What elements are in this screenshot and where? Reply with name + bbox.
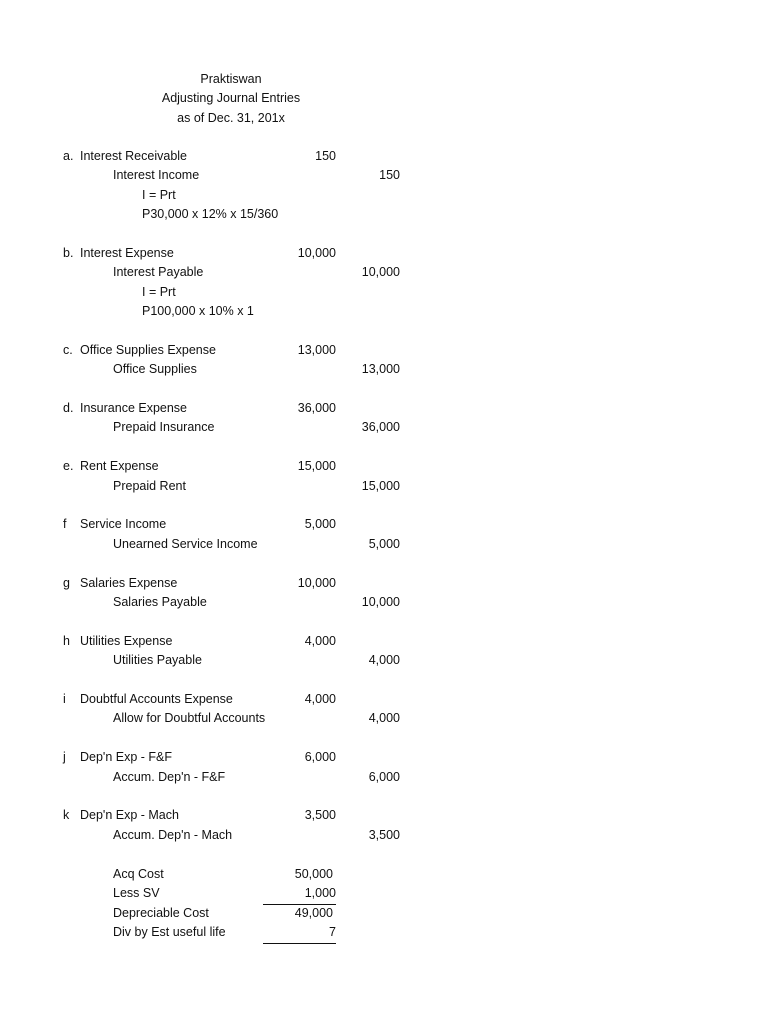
entry-letter: j [63,750,66,765]
computation-note-row [0,205,768,224]
debit-amount: 4,000 [304,633,336,648]
journal-entries [0,147,768,864]
computation-note: I = Prt [142,284,176,299]
journal-entry [0,244,768,322]
credit-account: Utilities Payable [113,653,202,668]
document-title: Adjusting Journal Entries [161,91,301,106]
debit-row [0,515,768,534]
journal-entry [0,147,768,225]
debit-account: Dep'n Exp - F&F [80,750,172,765]
debit-amount: 3,500 [304,808,336,823]
entry-letter: g [63,575,70,590]
debit-row [0,147,768,166]
debit-amount: 15,000 [297,459,336,474]
credit-amount: 5,000 [368,536,400,551]
entry-letter: h [63,633,70,648]
debit-row [0,244,768,263]
entry-letter: b. [63,245,74,260]
debit-account: Insurance Expense [80,401,188,416]
debit-amount: 36,000 [297,401,336,416]
debit-amount: 13,000 [297,342,336,357]
credit-row [0,593,768,612]
calc-row [0,923,768,942]
calc-value: 1,000 [263,884,336,904]
credit-amount: 10,000 [361,594,400,609]
calc-label: Acq Cost [113,867,164,881]
debit-account: Doubtful Accounts Expense [80,691,233,706]
company-name: Praktiswan [200,72,262,86]
calc-value: 49,000 [294,905,333,920]
journal-entry [0,457,768,496]
calc-value: 50,000 [294,867,333,881]
credit-row [0,826,768,845]
credit-account: Unearned Service Income [113,536,258,551]
journal-entry [0,748,768,787]
debit-amount: 150 [315,149,336,163]
document-header [0,70,462,128]
calc-label: Depreciable Cost [113,905,209,920]
credit-amount: 6,000 [368,769,400,784]
journal-entry [0,806,768,845]
entry-letter: e. [63,459,74,474]
entry-letter: i [63,691,66,706]
credit-amount: 3,500 [368,827,400,842]
entry-letter: d. [63,401,74,416]
debit-account: Utilities Expense [80,633,173,648]
entry-letter: a. [63,149,74,163]
entry-letter: f [63,517,67,532]
calc-row [0,865,768,884]
computation-note: I = Prt [142,187,176,202]
calc-value: 7 [263,923,336,943]
journal-entry [0,399,768,438]
journal-entry [0,341,768,380]
journal-entry [0,574,768,613]
journal-entry [0,632,768,671]
debit-amount: 5,000 [304,517,336,532]
debit-account: Rent Expense [80,459,159,474]
credit-row [0,709,768,728]
debit-row [0,399,768,418]
computation-note: P100,000 x 10% x 1 [142,304,254,319]
credit-amount: 15,000 [361,478,400,493]
credit-amount: 36,000 [361,420,400,435]
document-date: as of Dec. 31, 201x [177,110,285,125]
credit-account: Accum. Dep'n - Mach [113,827,233,842]
journal-entry [0,690,768,729]
credit-account: Accum. Dep'n - F&F [113,769,226,784]
credit-amount: 150 [379,168,400,183]
credit-amount: 4,000 [368,653,400,668]
depreciation-computation [0,865,768,943]
credit-account: Salaries Payable [113,594,207,609]
debit-amount: 10,000 [297,245,336,260]
journal-entry [0,515,768,554]
debit-row [0,748,768,767]
credit-account: Prepaid Insurance [113,420,215,435]
entry-letter: k [63,808,70,823]
credit-row [0,166,768,185]
computation-note-row [0,186,768,205]
calc-label: Div by Est useful life [113,925,226,940]
entry-letter: c. [63,342,73,357]
debit-row [0,806,768,825]
credit-account: Allow for Doubtful Accounts [113,711,266,726]
credit-row [0,651,768,670]
debit-amount: 4,000 [304,691,336,706]
debit-account: Service Income [80,517,167,532]
credit-amount: 4,000 [368,711,400,726]
debit-row [0,341,768,360]
computation-note: P30,000 x 12% x 15/360 [142,207,279,222]
credit-row [0,477,768,496]
credit-row [0,263,768,282]
debit-account: Interest Receivable [80,149,188,163]
debit-account: Salaries Expense [80,575,178,590]
credit-row [0,418,768,437]
debit-row [0,690,768,709]
calc-row [0,904,768,923]
debit-row [0,632,768,651]
credit-account: Prepaid Rent [113,478,186,493]
debit-amount: 10,000 [297,575,336,590]
credit-amount: 10,000 [361,265,400,280]
credit-row [0,768,768,787]
debit-account: Interest Expense [80,245,174,260]
credit-row [0,535,768,554]
credit-row [0,360,768,379]
credit-account: Interest Income [113,168,200,183]
credit-account: Interest Payable [113,265,204,280]
credit-amount: 13,000 [361,362,400,377]
computation-note-row [0,283,768,302]
computation-note-row [0,302,768,321]
debit-row [0,574,768,593]
calc-row [0,884,768,903]
debit-account: Office Supplies Expense [80,342,216,357]
debit-account: Dep'n Exp - Mach [80,808,179,823]
calc-label: Less SV [113,886,160,901]
debit-amount: 6,000 [304,750,336,765]
credit-account: Office Supplies [113,362,197,377]
debit-row [0,457,768,476]
